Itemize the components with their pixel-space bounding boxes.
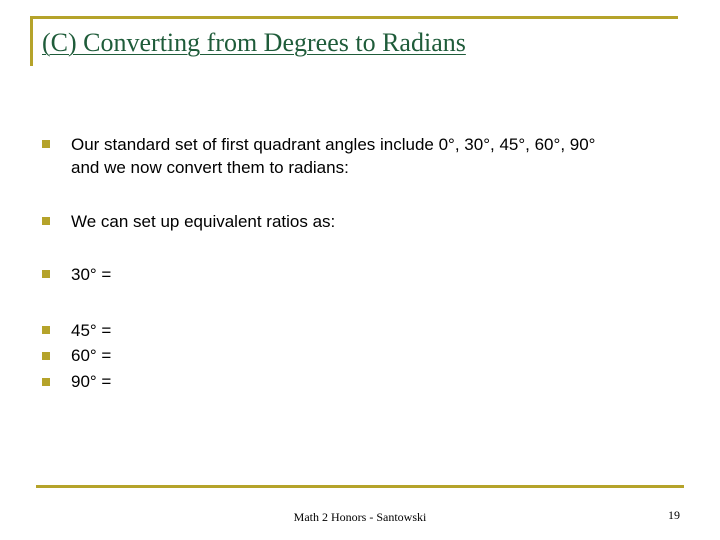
bullet-text-4: 45° =: [71, 321, 112, 340]
bullet-text-2: We can set up equivalent ratios as:: [71, 212, 336, 231]
bullet-marker: [42, 326, 50, 334]
slide-title: (C) Converting from Degrees to Radians: [42, 28, 466, 57]
page-number: 19: [668, 508, 680, 522]
bullet-marker: [42, 352, 50, 360]
bullet-text-5: 60° =: [71, 346, 112, 365]
bullet-text-6: 90° =: [71, 372, 112, 391]
footer-text: Math 2 Honors - Santowski: [293, 510, 427, 524]
bullet-text-3: 30° =: [71, 265, 112, 284]
bottom-frame-line: [36, 485, 684, 488]
top-frame-line: [30, 16, 678, 19]
bullet-marker: [42, 217, 50, 225]
bullet-text-1-line-1: Our standard set of first quadrant angles include 0°, 30°, 45°, 60°, 90°: [71, 135, 596, 154]
bullet-marker: [42, 140, 50, 148]
bullet-marker: [42, 270, 50, 278]
left-frame-line: [30, 16, 33, 66]
bullet-marker: [42, 378, 50, 386]
bullet-text-1-line-2: and we now convert them to radians:: [71, 158, 349, 177]
